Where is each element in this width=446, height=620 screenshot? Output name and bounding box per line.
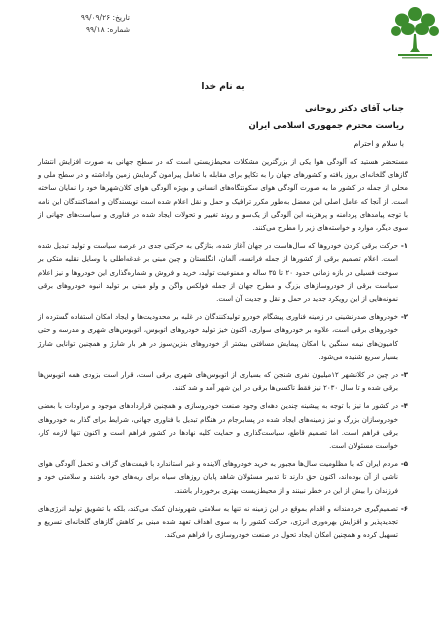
item-number: ۳- <box>400 371 408 380</box>
item-number: ۲- <box>400 313 408 322</box>
list-item <box>38 240 408 306</box>
item-text: خودروهای صدر‌نشینی در زمینه فناوری پیشگام خودرو تولیدکنندگان در غلبه بر محدودیت‌ها و ایجاد امکان استفاده گسترده از خودروهای برقی است، علاوه بر خودروهای سواری، اکنون خیز تولید خودروهای اتوبوس، اتوبوس‌های شهری و مدرسه و حتی کامیون‌های نیمه سنگین با امکان پیمایش مسافتی بیشتر از خودروهای بنزین‌سوز در هر بار شارژ و همچنین توانایی شارژ بسیار سریع شنیده می‌شود. <box>38 313 398 361</box>
item-text: در چین در کلانشهر ۱۲میلیون نفری شنجن که بسیاری از اتوبوس‌های شهری برقی است، قرار است بزودی همه اتوبوس‌ها برقی شده و تا سال ۲۰۳۰ نیز فقط تاکسی‌ها برقی در این شهر آمد و شد کنند. <box>38 371 398 393</box>
basmala-heading: به نام خدا <box>201 82 245 92</box>
item-text: مردم ایران که با مظلومیت سال‌ها مجبور به خرید خودروهای آلاینده و غیر استاندارد با قیمت‌های گزاف و تحمل آلودگی هوای ناشی از آن بوده‌اند، اکنون حق دارند تا تدبیر مسئولان شاهد پایان روزهای سیاه برای ریه‌های خود باشند و سلامتی خود و فرزندان را بیش از این در خطر نبینند و از محیط‌زیست بهتری برخوردار باشند. <box>38 460 398 495</box>
letter-number: شماره: ۹۹/۱۸ <box>85 25 130 34</box>
item-number: ۴- <box>400 402 408 411</box>
greeting: با سلام و احترام <box>353 139 404 148</box>
item-text: حرکت برقی کردن خودروها که سال‌هاست در جهان آغاز شده، بتازگی به حرکتی جدی در عرصه سیاست و تولید تبدیل شده است. اعلام تصمیم برقی از کشورها از جمله فرانسه، آلمان، انگلستان و چین مبنی بر غدغه‌اطلی یا وسایل نقلیه متکی بر سوخت فسیلی در بازه زمانی حدود ۲۰ تا ۳۵ ساله و ممنوعیت تولید، خرید و فروش و شماره‌گذاری این خودروها و نیز اعلام سیاست برقی از خودروسازهای بزرگ و مطرح جهان از جمله فولکس واگن و ولو مبنی بر تولید انبوه خودروهای برقی نمونه‌هایی از این رویکرد جدید در حمل و نقل و جدیت آن است. <box>38 242 399 304</box>
list-item <box>38 369 408 395</box>
letter-date: تاریخ: ۹۹/۰۹/۲۶ <box>80 13 130 22</box>
tree-logo-icon <box>388 4 442 60</box>
tree-logo-svg <box>388 4 442 60</box>
list-item <box>38 311 408 364</box>
list-item <box>38 458 408 498</box>
list-item <box>38 503 408 543</box>
letter-body <box>38 156 408 547</box>
addressee-title: جناب آقای دکتر روحانی <box>304 104 404 114</box>
letter-meta <box>10 12 130 36</box>
addressee-block <box>104 101 404 135</box>
addressee-position: ریاست محترم جمهوری اسلامی ایران <box>248 121 404 131</box>
item-number: ۱- <box>400 242 408 251</box>
list-item <box>38 400 408 453</box>
item-number: ۶- <box>400 504 408 513</box>
item-number: ۵- <box>400 460 408 469</box>
item-text: در کشور ما نیز با توجه به پیشینه چندین دهه‌ای وجود صنعت خودروسازی و همچنین قراردادهای موجود و مراودات با بعضی خودروسازان بزرگ و نیز زمینه‌های ایجاد شده در پسابرجام در هنگام تبدیل با فناوری جهانی، شرایط برای گذار به خودروهای برقی فراهم است. اما تصمیم قاطع، سیاست‌گذاری و حمایت کلیه نهادها در کشور فراهم است و اکنون تنها لازمه کار، خواست مسئولان است. <box>38 402 398 451</box>
item-text: تصمیم‌گیری خردمندانه و اقدام بموقع در این زمینه نه تنها به سلامتی شهروندان کمک می‌کند، بلکه با تشویق تولید انرژی‌های تجدیدپذیر و افزایش بهره‌وری انرژی، حرکت کشور را به سوی اهداف تعهد شده مبنی بر کاهش گازهای گلخانه‌ای تسریع و تسهیل کرده و همچنین امکان ایجاد تحول در صنعت خودروسازی را فراهم می‌کند. <box>38 504 398 540</box>
intro-paragraph: مستحضر هستید که آلودگی هوا یکی از بزرگترین مشکلات محیط‌زیستی است که در سطح جهانی به صورت افزایش انتشار گازهای گلخانه‌ای بروز یافته و کشورهای جهان را به تکاپو برای مقابله با تعامل پیرامون گرمایش زمین واداشته و در سطح ملی و محلی از جمله در کشور ما به صورت آلودگی هوای سکونتگاه‌های انسانی و بویژه آلودگی هوای کلان‌شهرها خود را نمایان ساخته است. از آنجا که عامل اصلی این معضل به‌طور مکرر ترافیک و حمل و نقل اعلام شده است نویسندگان و امضاکنندگان این نامه با توجه پیامدهای پردامنه و پرهزینه این آلودگی از یک‌سو و روند تغییر و تحولات ایجاد شده در فناوری و سیاست‌های جهانی از سوی دیگر، موارد و خواسته‌های زیر را مطرح می‌کنند. <box>38 158 408 233</box>
